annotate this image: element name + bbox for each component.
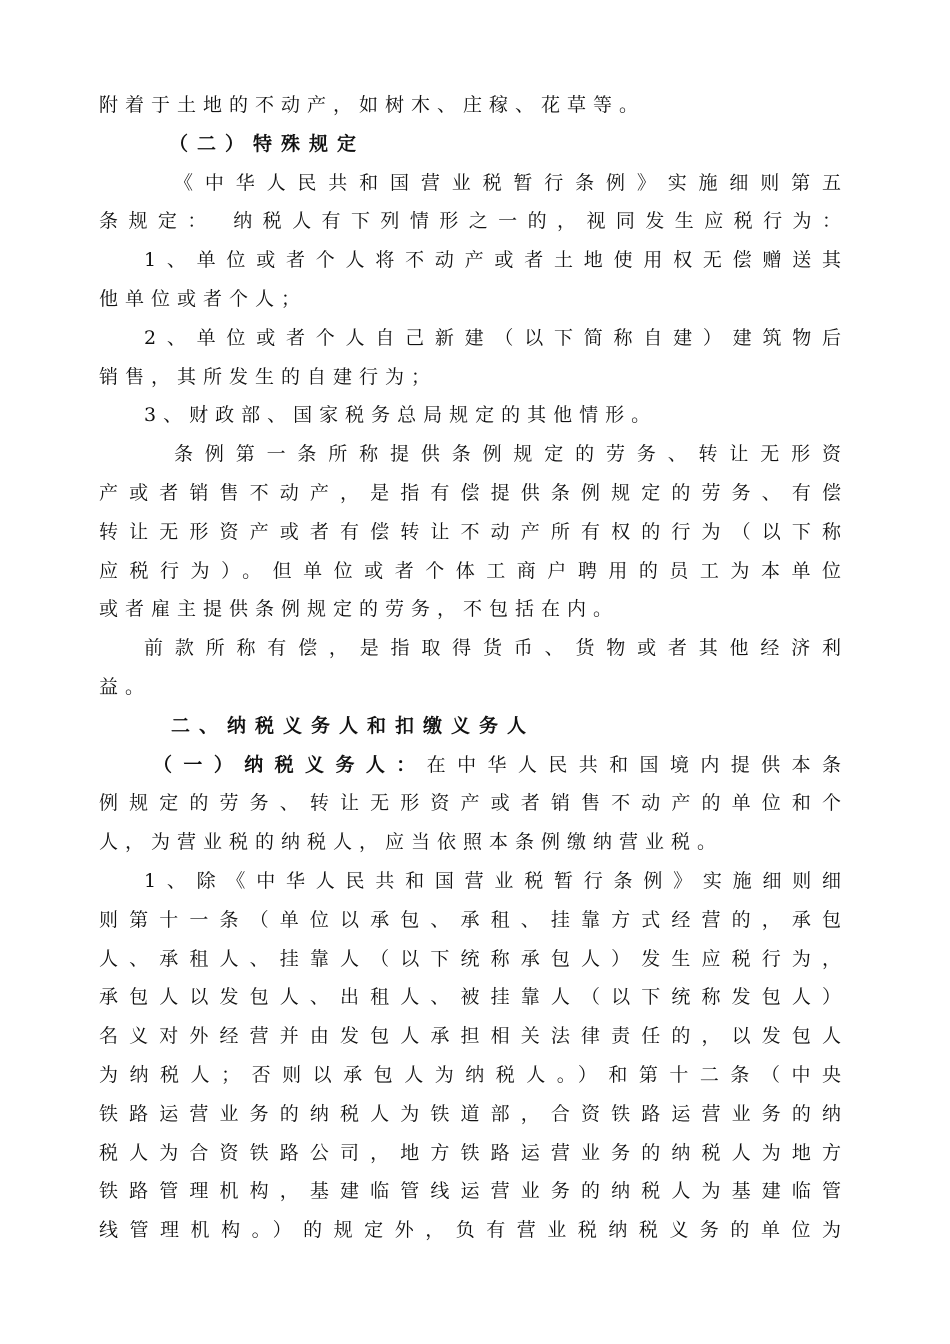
text-line: 条规定： 纳税人有下列情形之一的，视同发生应税行为： (99, 210, 841, 233)
text-line: 则第十一条（单位以承包、承租、挂靠方式经营的，承包 (99, 908, 841, 931)
text-line: 例规定的劳务、转让无形资产或者销售不动产的单位和个 (99, 792, 841, 815)
text-line (99, 746, 841, 785)
document-page (99, 86, 841, 1250)
text-line: 销售，其所发生的自建行为； (99, 365, 438, 388)
text-line: 益。 (99, 675, 152, 698)
section-heading: （二）特殊规定 (169, 132, 366, 155)
text-line: 铁路管理机构，基建临管线运营业务的纳税人为基建临管 (99, 1180, 841, 1203)
text-line: 《中华人民共和国营业税暂行条例》实施细则第五 (174, 171, 841, 194)
text-line: 承包人以发包人、出租人、被挂靠人（以下统称发包人） (99, 986, 841, 1009)
text-line: 前款所称有偿，是指取得货币、货物或者其他经济利 (144, 637, 841, 660)
list-item: 3、财政部、国家税务总局规定的其他情形。 (144, 404, 658, 427)
text-line: 铁路运营业务的纳税人为铁道部，合资铁路运营业务的纳 (99, 1102, 841, 1125)
text-line: 附着于土地的不动产，如树木、庄稼、花草等。 (99, 94, 646, 116)
text-line: 他单位或者个人； (99, 287, 308, 310)
list-item: 2、单位或者个人自己新建（以下简称自建）建筑物后 (144, 326, 841, 349)
text-line: 转让无形资产或者有偿转让不动产所有权的行为（以下称 (99, 520, 841, 543)
text-line: 税人为合资铁路公司，地方铁路运营业务的纳税人为地方 (99, 1141, 841, 1164)
text-span: 在中华人民共和国境内提供本条 (426, 753, 841, 776)
text-line: 条例第一条所称提供条例规定的劳务、转让无形资 (174, 443, 841, 466)
text-line: 线管理机构。）的规定外，负有营业税纳税义务的单位为 (99, 1219, 841, 1242)
text-line: 人，为营业税的纳税人，应当依照本条例缴纳营业税。 (99, 831, 724, 854)
text-line: 产或者销售不动产，是指有偿提供条例规定的劳务、有偿 (99, 481, 841, 504)
text-line: 或者雇主提供条例规定的劳务，不包括在内。 (99, 598, 620, 621)
subsection-heading: （一）纳税义务人： (153, 753, 427, 776)
text-line: 名义对外经营并由发包人承担相关法律责任的，以发包人 (99, 1025, 841, 1048)
text-line: 人、承租人、挂靠人（以下统称承包人）发生应税行为， (99, 947, 841, 970)
list-item: 1、除《中华人民共和国营业税暂行条例》实施细则细 (144, 869, 841, 892)
text-line: 应税行为）。但单位或者个体工商户聘用的员工为本单位 (99, 559, 841, 582)
section-heading: 二、纳税义务人和扣缴义务人 (171, 714, 536, 737)
list-item: 1、单位或者个人将不动产或者土地使用权无偿赠送其 (144, 249, 841, 272)
text-line: 为纳税人；否则以承包人为纳税人。）和第十二条（中央 (99, 1063, 841, 1086)
